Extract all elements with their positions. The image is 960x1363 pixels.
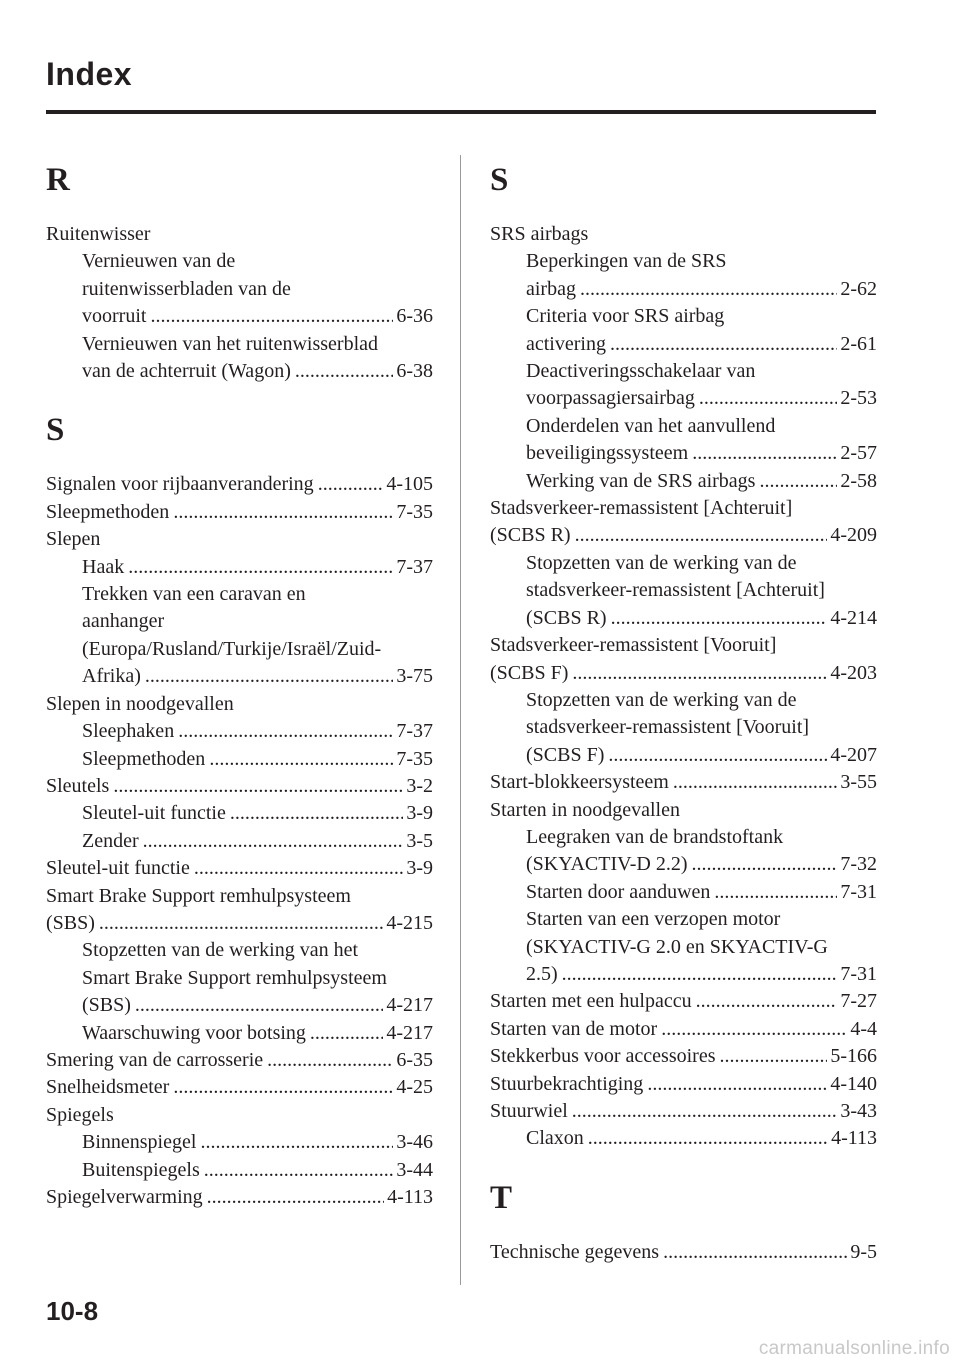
section-letter: T xyxy=(490,1179,513,1216)
dot-leader xyxy=(661,1016,847,1043)
index-subentry xyxy=(490,385,877,412)
index-entry xyxy=(46,1102,433,1129)
entry-text: Sleepmethoden xyxy=(82,747,206,770)
dot-leader xyxy=(611,605,828,632)
dot-leader xyxy=(588,1125,828,1152)
index-entry xyxy=(46,773,433,800)
page-reference: 4-25 xyxy=(396,1076,433,1099)
entry-text: Smart Brake Support remhulpsysteem xyxy=(46,884,351,907)
dot-leader xyxy=(310,1020,383,1047)
entry-text: Vernieuwen van het ruitenwisserblad xyxy=(82,332,379,355)
page-reference: 3-9 xyxy=(406,857,433,880)
entry-text: ruitenwisserbladen van de xyxy=(82,277,291,300)
dot-leader xyxy=(714,879,837,906)
dot-leader xyxy=(318,471,384,498)
index-entry xyxy=(46,855,433,882)
page-reference: 4-207 xyxy=(830,743,877,766)
index-subentry xyxy=(490,879,877,906)
entry-text: Beperkingen van de SRS xyxy=(526,250,727,273)
index-subentry xyxy=(490,714,877,741)
entry-text: airbag xyxy=(526,277,576,300)
page-reference: 7-32 xyxy=(840,853,877,876)
entry-text: Stuurbekrachtiging xyxy=(490,1072,644,1095)
page-reference: 3-75 xyxy=(396,665,433,688)
watermark-text: carmanualsonline.info xyxy=(758,1338,950,1359)
index-subentry xyxy=(490,961,877,988)
index-subentry xyxy=(46,636,433,663)
index-entry xyxy=(490,1016,877,1043)
entry-text: Signalen voor rijbaanverandering xyxy=(46,473,314,496)
entry-text: Stopzetten van de werking van de xyxy=(526,688,797,711)
page-reference: 3-5 xyxy=(406,829,433,852)
dot-leader xyxy=(135,992,383,1019)
section-letter: R xyxy=(46,162,70,198)
entry-text: Trekken van een caravan en xyxy=(82,583,306,606)
index-subentry xyxy=(46,1157,433,1184)
index-entry xyxy=(490,495,877,522)
entry-text: (SCBS R) xyxy=(526,606,607,629)
index-subentry xyxy=(490,906,877,933)
index-subentry xyxy=(46,581,433,608)
entry-text: activering xyxy=(526,332,606,355)
page-reference: 7-31 xyxy=(840,880,877,903)
entry-text: Deactiveringsschakelaar van xyxy=(526,360,756,383)
entry-text: SRS airbags xyxy=(490,223,589,245)
dot-leader xyxy=(173,499,393,526)
entry-text: Stuurwiel xyxy=(490,1100,568,1122)
index-column-right xyxy=(490,160,877,1266)
dot-leader xyxy=(580,276,837,303)
page-reference: 4-4 xyxy=(850,1017,877,1040)
page-reference: 2-61 xyxy=(840,332,877,355)
index-entry xyxy=(46,471,433,498)
page-reference: 6-35 xyxy=(396,1048,433,1071)
dot-leader xyxy=(209,746,393,773)
index-subentry xyxy=(46,937,433,964)
entry-text: Stekkerbus voor accessoires xyxy=(490,1045,716,1068)
entry-text: Slepen xyxy=(46,528,101,551)
index-subentry xyxy=(490,1125,877,1152)
page-reference: 4-217 xyxy=(386,1021,433,1044)
index-entry xyxy=(46,1074,433,1101)
page-reference: 4-140 xyxy=(830,1072,877,1095)
index-entry xyxy=(46,910,433,937)
entry-text: Zender xyxy=(82,829,139,852)
dot-leader xyxy=(575,522,828,549)
entry-text: Stadsverkeer-remassistent [Achteruit] xyxy=(490,497,793,520)
page-reference: 3-2 xyxy=(406,774,433,797)
index-subentry xyxy=(46,718,433,745)
entry-text: Starten in noodgevallen xyxy=(490,798,680,821)
entry-text: voorruit xyxy=(82,305,147,328)
page-reference: 4-215 xyxy=(386,911,433,934)
index-subentry xyxy=(490,742,877,769)
index-entry xyxy=(490,660,877,687)
index-entry xyxy=(46,1184,433,1211)
dot-leader xyxy=(572,660,827,687)
index-entry xyxy=(490,632,877,659)
entry-text: Spiegels xyxy=(46,1103,114,1126)
index-subentry xyxy=(490,851,877,878)
page-reference: 3-43 xyxy=(840,1100,877,1122)
index-entry xyxy=(490,797,877,824)
index-entry xyxy=(46,221,433,248)
page-reference: 3-9 xyxy=(406,802,433,825)
page-reference: 4-209 xyxy=(830,524,877,547)
index-subentry xyxy=(490,413,877,440)
entry-text: Smering van de carrosserie xyxy=(46,1048,264,1071)
entry-text: Claxon xyxy=(526,1127,584,1150)
dot-leader xyxy=(759,468,837,495)
entry-text: (SCBS F) xyxy=(490,661,569,684)
dot-leader xyxy=(145,663,393,690)
entry-text: Vernieuwen van de xyxy=(82,250,236,273)
index-subentry xyxy=(490,934,877,961)
dot-leader xyxy=(699,385,838,412)
section-letter: S xyxy=(490,162,509,198)
index-subentry xyxy=(46,554,433,581)
page-reference: 3-55 xyxy=(840,771,877,794)
index-entry xyxy=(490,769,877,796)
entry-text: Sleutels xyxy=(46,774,110,797)
index-subentry xyxy=(490,440,877,467)
dot-leader xyxy=(178,718,393,745)
page-reference: 2-57 xyxy=(840,442,877,465)
page-reference: 7-35 xyxy=(396,747,433,770)
entry-text: stadsverkeer-remassistent [Achteruit] xyxy=(526,579,825,602)
page-reference: 4-217 xyxy=(386,994,433,1017)
index-subentry xyxy=(46,248,433,275)
index-subentry xyxy=(490,577,877,604)
entry-text: Slepen in noodgevallen xyxy=(46,692,234,715)
dot-leader xyxy=(113,773,403,800)
page-reference: 7-37 xyxy=(396,720,433,743)
page-reference: 7-35 xyxy=(396,500,433,523)
page-reference: 6-38 xyxy=(396,360,433,383)
entry-text: (SKYACTIV-G 2.0 en SKYACTIV-G xyxy=(526,935,828,958)
index-entry xyxy=(46,691,433,718)
index-entry xyxy=(490,1071,877,1098)
index-entry xyxy=(46,883,433,910)
page-reference: 7-27 xyxy=(840,990,877,1013)
index-entry xyxy=(46,1047,433,1074)
index-entry xyxy=(490,1043,877,1070)
index-entry xyxy=(490,1098,877,1125)
index-subentry xyxy=(490,687,877,714)
entry-text: (SBS) xyxy=(46,911,95,934)
index-subentry xyxy=(490,824,877,851)
entry-text: Snelheidsmeter xyxy=(46,1076,170,1099)
column-divider xyxy=(460,155,461,1285)
page-reference: 4-203 xyxy=(830,661,877,684)
section-letter: S xyxy=(46,412,65,449)
dot-leader xyxy=(204,1157,394,1184)
page-reference: 4-105 xyxy=(386,473,433,496)
header-divider xyxy=(46,110,876,114)
dot-leader xyxy=(194,855,403,882)
dot-leader xyxy=(572,1098,838,1125)
dot-leader xyxy=(128,554,393,581)
entry-text: Stopzetten van de werking van het xyxy=(82,939,359,962)
entry-text: Stopzetten van de werking van de xyxy=(526,551,797,574)
dot-leader xyxy=(150,303,393,330)
page-reference: 4-113 xyxy=(831,1127,877,1150)
entry-text: aanhanger xyxy=(82,610,165,633)
entry-text: Waarschuwing voor botsing xyxy=(82,1021,306,1044)
page-reference: 3-44 xyxy=(396,1158,433,1181)
page-reference: 4-214 xyxy=(830,606,877,629)
index-subentry xyxy=(46,358,433,385)
page-reference: 7-37 xyxy=(396,555,433,578)
dot-leader xyxy=(720,1043,828,1070)
entry-text: 2.5) xyxy=(526,962,558,985)
index-subentry xyxy=(490,276,877,303)
entry-text: Sleutel-uit functie xyxy=(46,857,190,880)
dot-leader xyxy=(267,1047,393,1074)
entry-text: Spiegelverwarming xyxy=(46,1186,203,1208)
entry-text: Leegraken van de brandstoftank xyxy=(526,825,784,848)
entry-text: Onderdelen van het aanvullend xyxy=(526,414,776,437)
dot-leader xyxy=(610,331,837,358)
index-entry xyxy=(490,1239,877,1266)
index-subentry xyxy=(46,331,433,358)
index-subentry xyxy=(490,358,877,385)
entry-text: Technische gegevens xyxy=(490,1240,660,1263)
dot-leader xyxy=(608,742,827,769)
entry-text: Starten met een hulpaccu xyxy=(490,990,692,1013)
entry-text: (SCBS R) xyxy=(490,524,571,547)
index-subentry xyxy=(46,663,433,690)
entry-text: Werking van de SRS airbags xyxy=(526,469,756,492)
index-entry xyxy=(490,221,877,248)
entry-text: voorpassagiersairbag xyxy=(526,387,695,410)
index-subentry xyxy=(490,605,877,632)
dot-leader xyxy=(207,1184,384,1211)
page-reference: 4-113 xyxy=(387,1186,433,1208)
entry-text: Afrika) xyxy=(82,665,141,688)
index-subentry xyxy=(46,965,433,992)
page-reference: 5-166 xyxy=(830,1045,877,1068)
index-entry xyxy=(490,522,877,549)
index-subentry xyxy=(490,303,877,330)
index-subentry xyxy=(46,1129,433,1156)
entry-text: Starten van een verzopen motor xyxy=(526,908,781,931)
entry-text: Ruitenwisser xyxy=(46,223,151,245)
dot-leader xyxy=(173,1074,393,1101)
index-subentry xyxy=(46,746,433,773)
entry-text: (SBS) xyxy=(82,994,131,1017)
entry-text: Sleephaken xyxy=(82,720,175,743)
page-reference: 6-36 xyxy=(396,305,433,328)
entry-text: (SKYACTIV-D 2.2) xyxy=(526,853,688,876)
dot-leader xyxy=(200,1129,393,1156)
dot-leader xyxy=(692,440,837,467)
index-subentry xyxy=(46,303,433,330)
index-entry xyxy=(46,526,433,553)
page-reference: 2-53 xyxy=(840,387,877,410)
dot-leader xyxy=(696,988,838,1015)
entry-text: Sleutel-uit functie xyxy=(82,802,226,825)
dot-leader xyxy=(295,358,393,385)
entry-text: Smart Brake Support remhulpsysteem xyxy=(82,966,387,989)
entry-text: Start-blokkeersysteem xyxy=(490,771,669,794)
entry-text: Starten van de motor xyxy=(490,1017,658,1040)
entry-text: beveiligingssysteem xyxy=(526,442,689,465)
index-subentry xyxy=(490,468,877,495)
page-reference: 2-58 xyxy=(840,469,877,492)
index-subentry xyxy=(490,248,877,275)
dot-leader xyxy=(673,769,837,796)
index-column-left xyxy=(46,160,433,1211)
entry-text: Starten door aanduwen xyxy=(526,880,711,903)
index-entry xyxy=(46,499,433,526)
entry-text: Sleepmethoden xyxy=(46,500,170,523)
page-reference: 9-5 xyxy=(850,1240,877,1263)
dot-leader xyxy=(562,961,838,988)
index-subentry xyxy=(46,992,433,1019)
index-subentry xyxy=(46,828,433,855)
entry-text: Criteria voor SRS airbag xyxy=(526,305,725,328)
entry-text: Haak xyxy=(82,555,125,578)
index-subentry xyxy=(490,331,877,358)
page-reference: 3-46 xyxy=(396,1131,433,1154)
dot-leader xyxy=(647,1071,827,1098)
entry-text: (Europa/Rusland/Turkije/Israël/Zuid- xyxy=(82,637,382,660)
page-title: Index xyxy=(46,56,133,92)
index-subentry xyxy=(46,800,433,827)
dot-leader xyxy=(691,851,837,878)
page-reference: 2-62 xyxy=(840,277,877,300)
dot-leader xyxy=(99,910,383,937)
entry-text: Stadsverkeer-remassistent [Vooruit] xyxy=(490,634,777,657)
entry-text: stadsverkeer-remassistent [Vooruit] xyxy=(526,716,810,739)
page-reference: 7-31 xyxy=(840,962,877,985)
dot-leader xyxy=(230,800,403,827)
page-number: 10-8 xyxy=(46,1296,99,1326)
index-subentry xyxy=(46,276,433,303)
index-subentry xyxy=(46,1020,433,1047)
index-subentry xyxy=(46,608,433,635)
index-entry xyxy=(490,988,877,1015)
entry-text: (SCBS F) xyxy=(526,743,605,766)
entry-text: Buitenspiegels xyxy=(82,1158,200,1181)
dot-leader xyxy=(663,1239,847,1266)
entry-text: Binnenspiegel xyxy=(82,1131,197,1154)
entry-text: van de achterruit (Wagon) xyxy=(82,360,291,383)
index-subentry xyxy=(490,550,877,577)
dot-leader xyxy=(143,828,404,855)
